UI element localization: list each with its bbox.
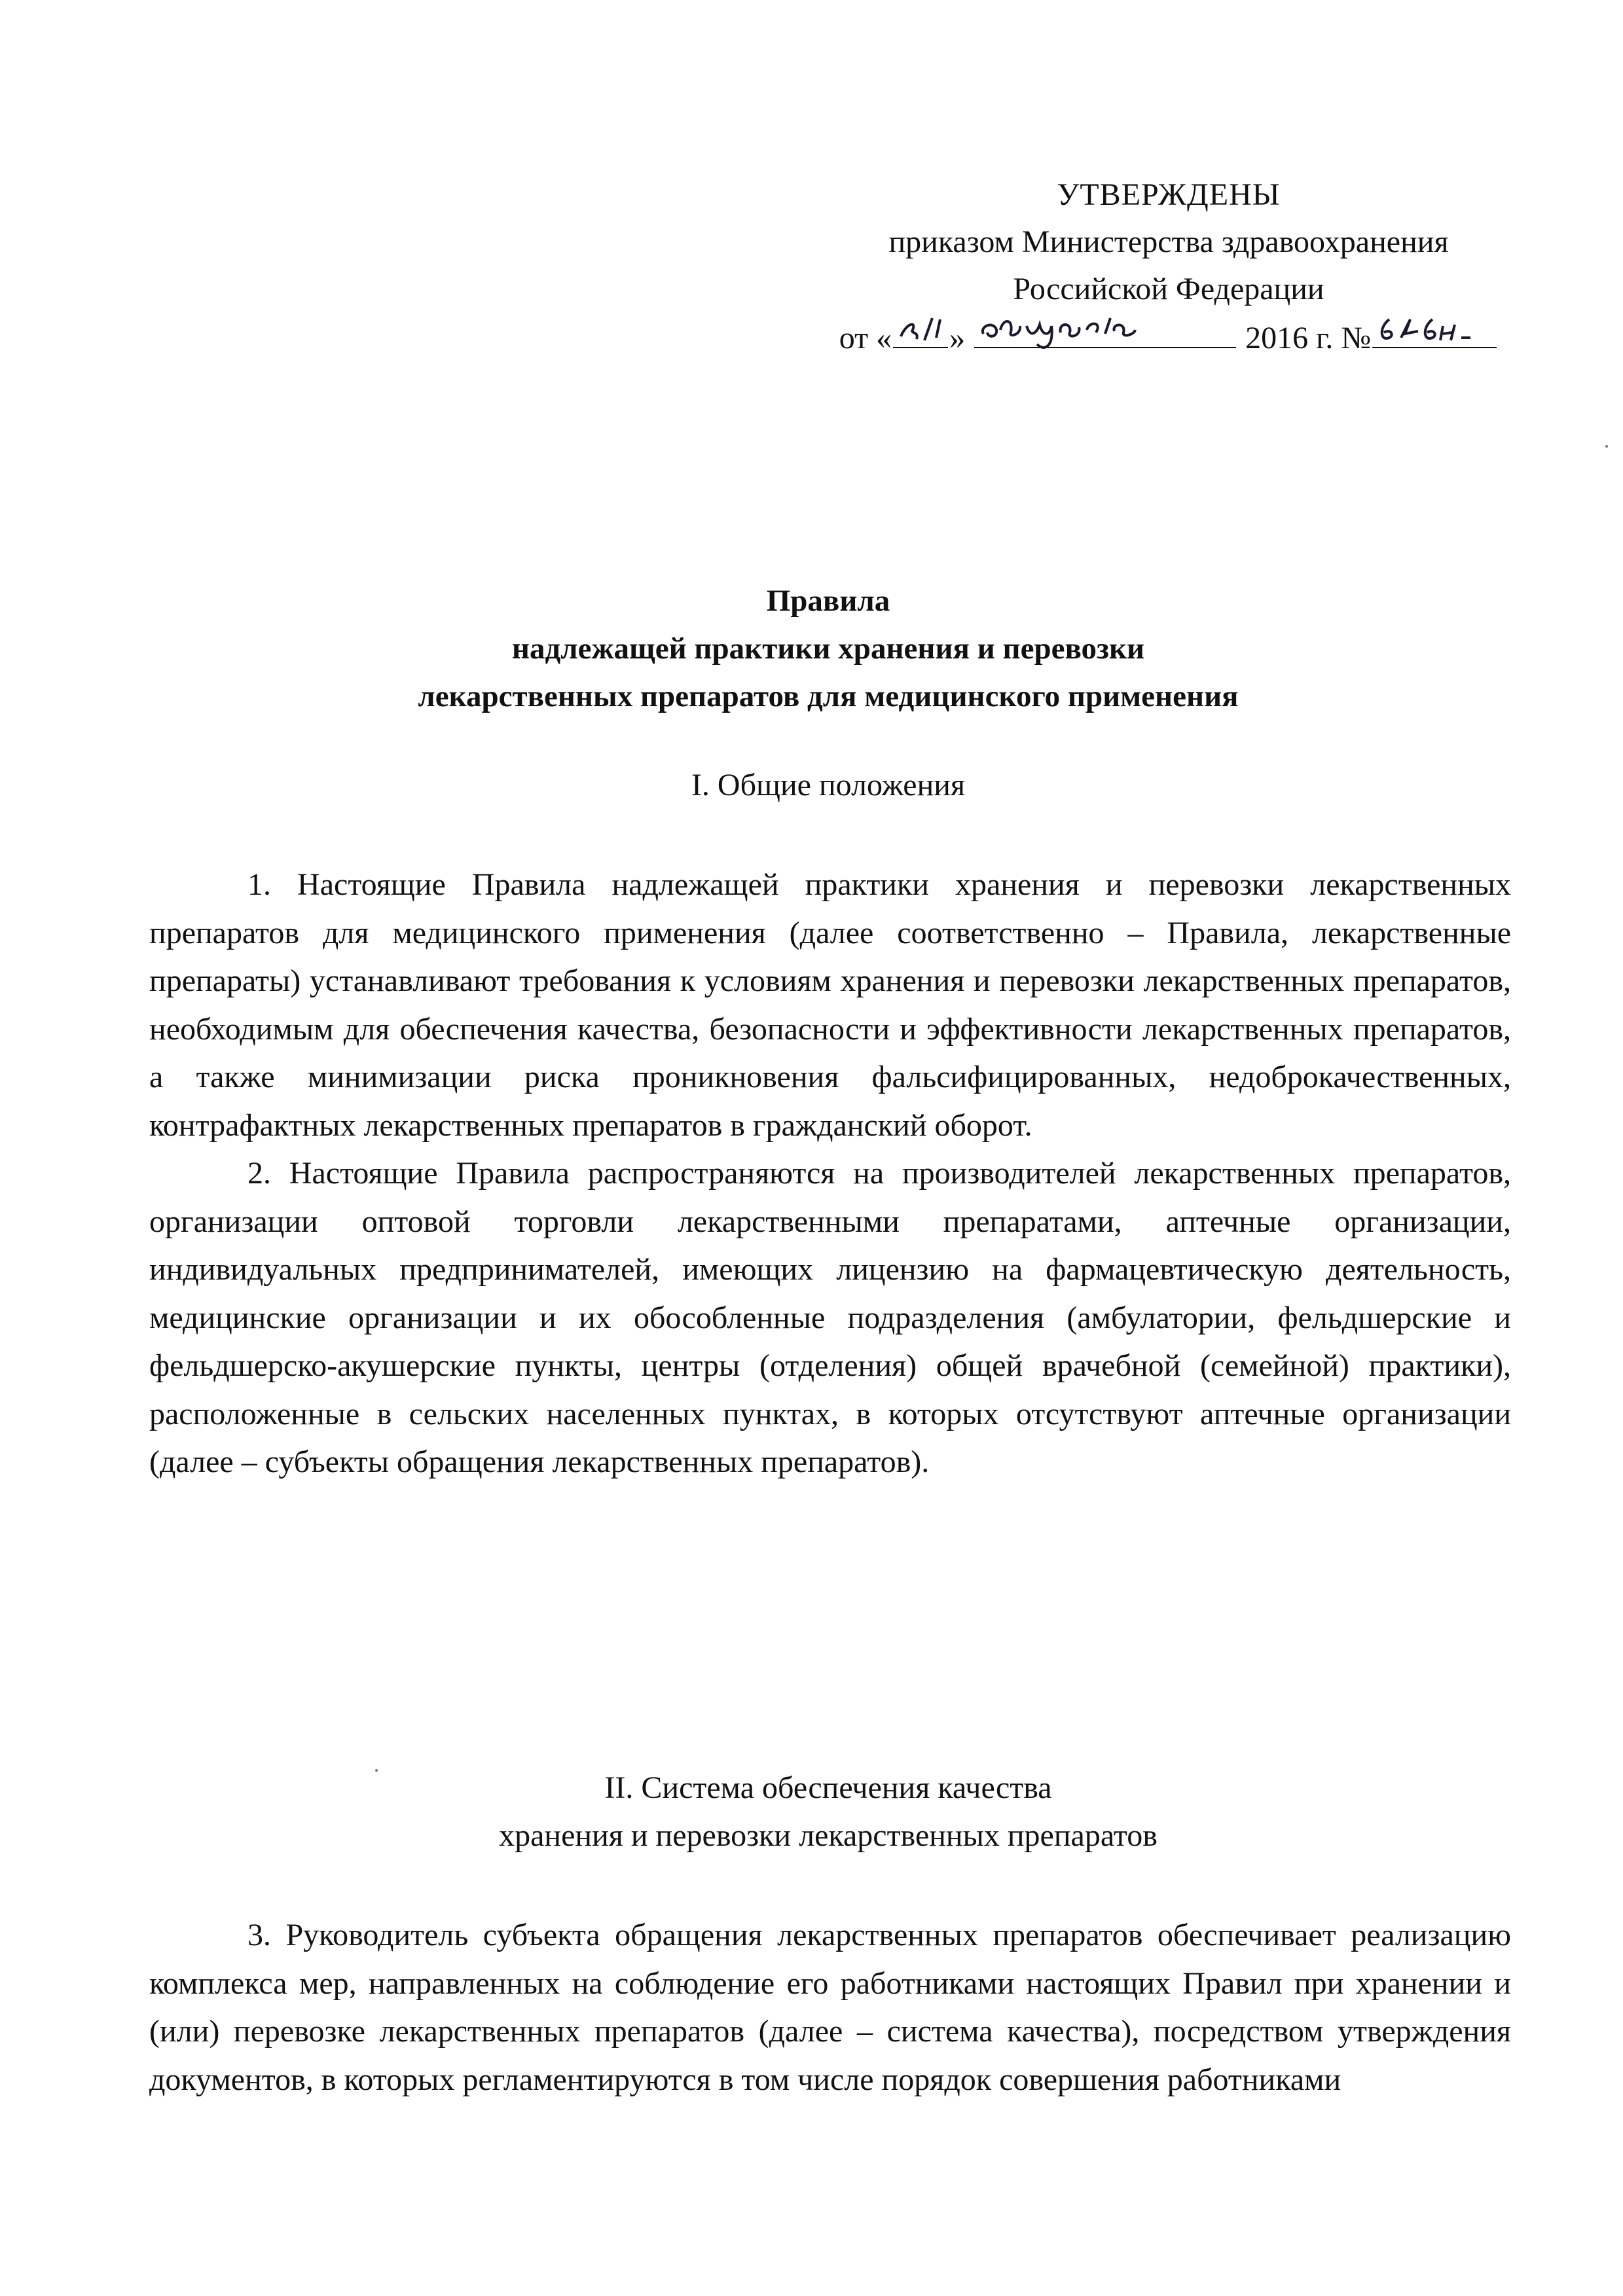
date-year: 2016 г. № <box>1245 321 1372 355</box>
scan-speck <box>1605 445 1608 448</box>
handwritten-day-signature <box>893 312 948 346</box>
date-prefix: от « <box>839 321 892 355</box>
section-2-heading-line-2: хранения и перевозки лекарственных препаратов <box>499 1818 1158 1853</box>
handwritten-month-signature <box>974 306 1236 346</box>
paragraph-1: 1. Настоящие Правила надлежащей практики хранения и перевозки лекарственных препаратов для медицинского применения (далее соответственно – Правила, лекарственные препараты) устанавливают требования к условиям хранения и перевозки лекарственных препаратов, необходимым для обеспечения качества, безопасности и эффективности лекарственных препаратов, а также минимизации риска проникновения фальсифицированных, недоброкачественных, контрафактных лекарственных препаратов в гражданский оборот. <box>149 867 1511 1143</box>
title-line-2: надлежащей практики хранения и перевозки <box>511 632 1145 666</box>
title-line-3: лекарственных препаратов для медицинского применения <box>418 679 1239 713</box>
date-mid: » <box>949 321 966 355</box>
paragraph-3: 3. Руководитель субъекта обращения лекарственных препаратов обеспечивает реализацию комплекса мер, направленных на соблюдение его работниками настоящих Правил при хранении и (или) перевозке лекарственных препаратов (далее – система качества), посредством утверждения документов, в которых регламентируются в том числе порядок совершения работниками <box>149 1918 1511 2097</box>
scan-speck <box>375 1769 378 1772</box>
section-2-heading <box>144 1764 1512 1859</box>
section-1-body <box>149 861 1511 1486</box>
document-title <box>144 577 1512 721</box>
section-2-heading-line-1: II. Система обеспечения качества <box>604 1770 1052 1805</box>
approval-date-line <box>822 313 1516 362</box>
section-1-heading: I. Общие положения <box>691 768 966 802</box>
handwritten-number-signature <box>1372 312 1497 346</box>
handwritten-day <box>893 313 948 348</box>
approval-heading: УТВЕРЖДЕНЫ <box>1057 177 1281 212</box>
paragraph-2: 2. Настоящие Правила распространяются на производителей лекарственных препаратов, организации оптовой торговли лекарственными препаратами, аптечные организации, индивидуальных предпринимателей, имеющих лицензию на фармацевтическую деятельность, медицинские организации и их обособленные подразделения (амбулатории, фельдшерские и фельдшерско-акушерские пункты, центры (отделения) общей врачебной (семейной) практики), расположенные в сельских населенных пунктах, в которых отсутствуют аптечные организации (далее – субъекты обращения лекарственных препаратов). <box>149 1156 1511 1479</box>
title-line-1: Правила <box>766 584 890 618</box>
approval-line-federation: Российской Федерации <box>1013 272 1324 306</box>
approval-line-ministry: приказом Министерства здравоохранения <box>888 224 1449 259</box>
handwritten-month <box>974 313 1236 348</box>
handwritten-number <box>1372 313 1497 348</box>
approval-block <box>822 171 1516 362</box>
section-2-body <box>149 1911 1511 2104</box>
